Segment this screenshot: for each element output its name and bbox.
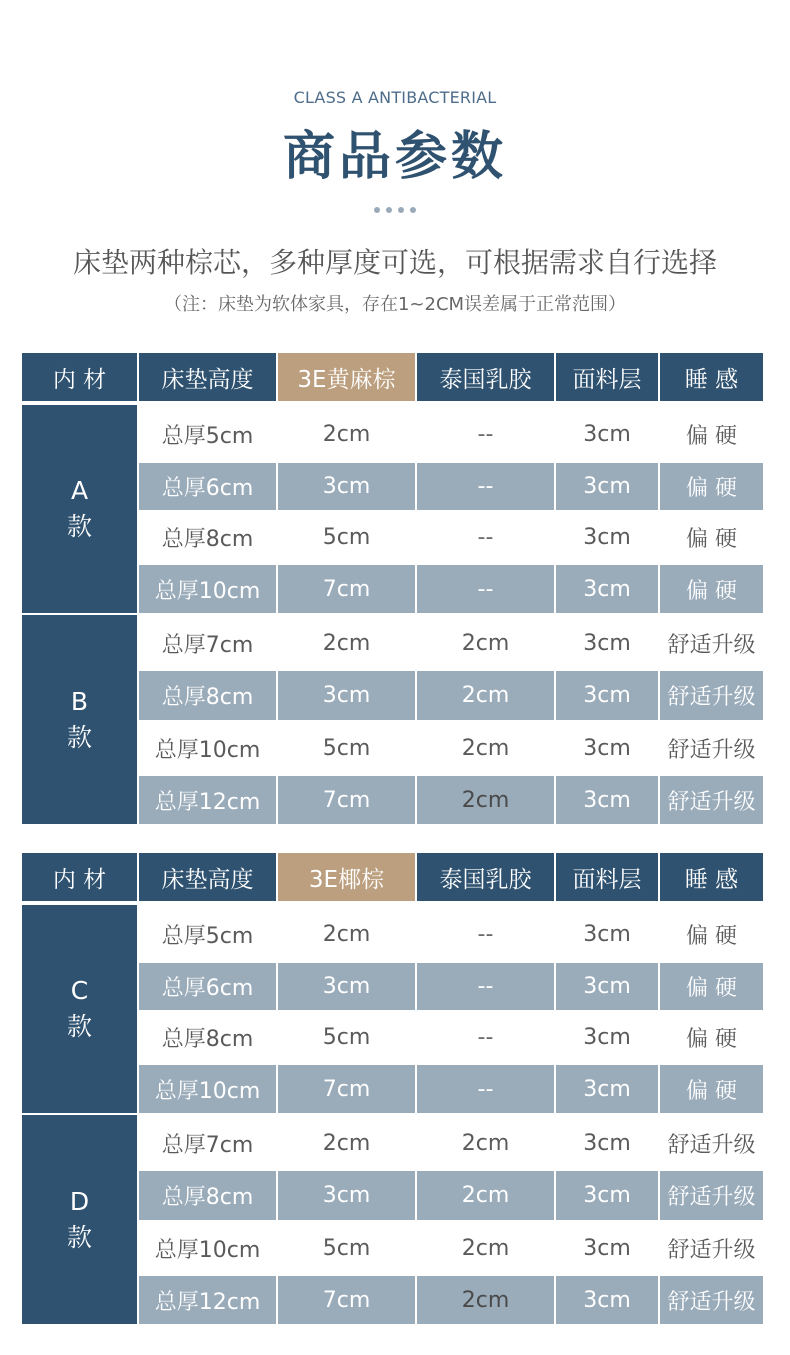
table-row <box>139 671 763 720</box>
cell-latex: -- <box>417 510 556 565</box>
cell-fabric: 3cm <box>556 405 660 463</box>
cell-latex: 2cm <box>417 1276 556 1324</box>
cell-latex: -- <box>417 405 556 463</box>
header-height: 床垫高度 <box>139 353 278 401</box>
header-fabric: 面料层 <box>556 853 660 901</box>
table-row <box>139 905 763 963</box>
group-label <box>22 905 137 1113</box>
cell-feel: 偏 硬 <box>660 1010 763 1065</box>
cell-height: 总厚10cm <box>139 565 278 613</box>
cell-core: 5cm <box>278 510 417 565</box>
cell-core: 5cm <box>278 1010 417 1065</box>
cell-latex: 2cm <box>417 776 556 824</box>
group-suffix: 款 <box>66 512 92 541</box>
cell-fabric: 3cm <box>556 510 660 565</box>
cell-fabric: 3cm <box>556 1276 660 1324</box>
header-height: 床垫高度 <box>139 853 278 901</box>
table-row <box>139 1171 763 1220</box>
cell-height: 总厚7cm <box>139 1115 278 1171</box>
cell-feel: 偏 硬 <box>660 463 763 510</box>
table-row <box>139 1276 763 1324</box>
cell-core: 2cm <box>278 615 417 671</box>
cell-core: 7cm <box>278 776 417 824</box>
cell-latex: -- <box>417 963 556 1010</box>
cell-core: 3cm <box>278 1171 417 1220</box>
cell-feel: 偏 硬 <box>660 905 763 963</box>
header-fabric: 面料层 <box>556 353 660 401</box>
cell-core: 7cm <box>278 1276 417 1324</box>
cell-core: 3cm <box>278 463 417 510</box>
cell-height: 总厚12cm <box>139 776 278 824</box>
table-header-row <box>22 353 763 401</box>
cell-core: 2cm <box>278 405 417 463</box>
cell-height: 总厚5cm <box>139 405 278 463</box>
cell-feel: 舒适升级 <box>660 776 763 824</box>
group-letter: B <box>70 686 89 716</box>
header-core: 3E椰棕 <box>278 853 417 901</box>
cell-feel: 偏 硬 <box>660 1065 763 1113</box>
table-row <box>139 1010 763 1065</box>
table-row <box>139 963 763 1010</box>
group-label <box>22 1115 137 1324</box>
cell-fabric: 3cm <box>556 1010 660 1065</box>
page-title: 商品参数 <box>282 127 507 187</box>
group-suffix: 款 <box>66 1222 92 1252</box>
cell-latex: 2cm <box>417 720 556 776</box>
cell-core: 2cm <box>278 905 417 963</box>
cell-latex: 2cm <box>417 1171 556 1220</box>
table-row <box>139 720 763 776</box>
cell-fabric: 3cm <box>556 1220 660 1276</box>
cell-feel: 偏 硬 <box>660 565 763 613</box>
cell-fabric: 3cm <box>556 565 660 613</box>
header-feel: 睡 感 <box>660 353 763 401</box>
cell-latex: -- <box>417 1010 556 1065</box>
cell-height: 总厚6cm <box>139 963 278 1010</box>
cell-latex: 2cm <box>417 1220 556 1276</box>
cell-core: 3cm <box>278 671 417 720</box>
cell-fabric: 3cm <box>556 671 660 720</box>
cell-height: 总厚5cm <box>139 905 278 963</box>
table-row <box>139 405 763 463</box>
cell-core: 3cm <box>278 963 417 1010</box>
dot-icon <box>374 207 380 213</box>
cell-height: 总厚12cm <box>139 1276 278 1324</box>
subtitle-english: CLASS A ANTIBACTERIAL <box>293 88 497 107</box>
header-latex: 泰国乳胶 <box>417 853 556 901</box>
group-letter: A <box>70 476 89 505</box>
group-label <box>22 405 137 613</box>
cell-latex: -- <box>417 565 556 613</box>
cell-height: 总厚8cm <box>139 1010 278 1065</box>
cell-feel: 舒适升级 <box>660 720 763 776</box>
header-material: 内 材 <box>22 353 139 401</box>
table-row <box>139 1115 763 1171</box>
cell-fabric: 3cm <box>556 963 660 1010</box>
cell-core: 5cm <box>278 1220 417 1276</box>
cell-latex: -- <box>417 463 556 510</box>
table-row <box>139 615 763 671</box>
cell-height: 总厚6cm <box>139 463 278 510</box>
cell-latex: 2cm <box>417 1115 556 1171</box>
cell-height: 总厚10cm <box>139 1065 278 1113</box>
cell-height: 总厚8cm <box>139 510 278 565</box>
cell-latex: 2cm <box>417 615 556 671</box>
header-latex: 泰国乳胶 <box>417 353 556 401</box>
cell-fabric: 3cm <box>556 776 660 824</box>
table-row <box>139 1065 763 1113</box>
cell-core: 7cm <box>278 565 417 613</box>
table-row <box>139 776 763 824</box>
cell-fabric: 3cm <box>556 1115 660 1171</box>
cell-core: 2cm <box>278 1115 417 1171</box>
cell-fabric: 3cm <box>556 1171 660 1220</box>
group-letter: D <box>69 1186 90 1216</box>
table-row <box>139 565 763 613</box>
cell-core: 5cm <box>278 720 417 776</box>
decorative-dots <box>0 207 790 215</box>
cell-feel: 舒适升级 <box>660 671 763 720</box>
cell-fabric: 3cm <box>556 1065 660 1113</box>
cell-fabric: 3cm <box>556 615 660 671</box>
table-row <box>139 510 763 565</box>
cell-feel: 舒适升级 <box>660 615 763 671</box>
table-row <box>139 463 763 510</box>
header-feel: 睡 感 <box>660 853 763 901</box>
group-suffix: 款 <box>66 722 92 752</box>
cell-feel: 偏 硬 <box>660 405 763 463</box>
header-material: 内 材 <box>22 853 139 901</box>
cell-fabric: 3cm <box>556 905 660 963</box>
group-letter: C <box>70 976 89 1005</box>
cell-height: 总厚10cm <box>139 1220 278 1276</box>
cell-height: 总厚8cm <box>139 671 278 720</box>
cell-fabric: 3cm <box>556 463 660 510</box>
table-row <box>139 1220 763 1276</box>
cell-latex: 2cm <box>417 671 556 720</box>
cell-fabric: 3cm <box>556 720 660 776</box>
cell-latex: -- <box>417 1065 556 1113</box>
table-header-row <box>22 853 763 901</box>
cell-feel: 偏 硬 <box>660 963 763 1010</box>
cell-feel: 舒适升级 <box>660 1276 763 1324</box>
dot-icon <box>410 207 416 213</box>
dot-icon <box>386 207 392 213</box>
cell-height: 总厚8cm <box>139 1171 278 1220</box>
dot-icon <box>398 207 404 213</box>
cell-feel: 舒适升级 <box>660 1171 763 1220</box>
cell-feel: 舒适升级 <box>660 1220 763 1276</box>
cell-latex: -- <box>417 905 556 963</box>
group-suffix: 款 <box>66 1012 92 1041</box>
group-label <box>22 615 137 824</box>
description: 床垫两种棕芯，多种厚度可选，可根据需求自行选择 <box>72 246 717 279</box>
cell-height: 总厚10cm <box>139 720 278 776</box>
cell-feel: 偏 硬 <box>660 510 763 565</box>
note: （注：床垫为软体家具，存在1~2CM误差属于正常范围） <box>163 294 627 315</box>
cell-height: 总厚7cm <box>139 615 278 671</box>
header-core: 3E黄麻棕 <box>278 353 417 401</box>
cell-core: 7cm <box>278 1065 417 1113</box>
cell-feel: 舒适升级 <box>660 1115 763 1171</box>
